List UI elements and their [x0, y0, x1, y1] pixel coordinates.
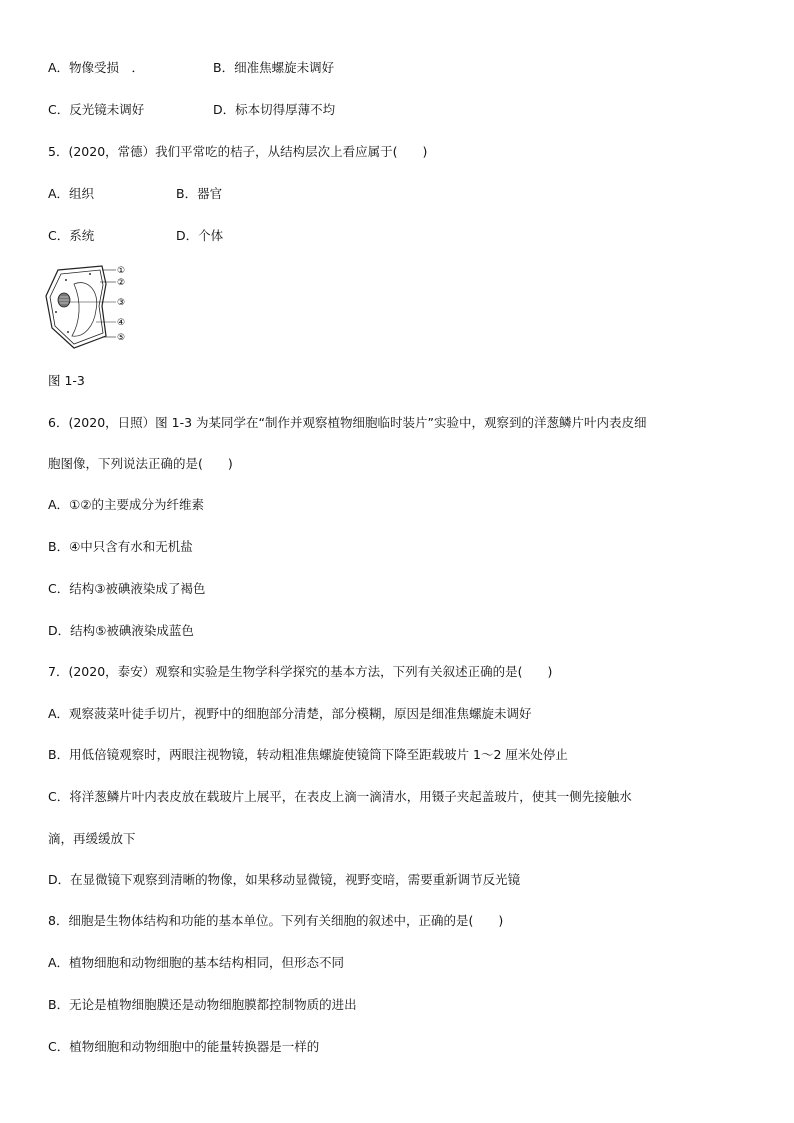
q7-stem: 7．(2020，泰安）观察和实验是生物学科学探究的基本方法，下列有关叙述正确的是( )	[48, 664, 553, 679]
q4-option-c: C．反光镜未调好	[48, 102, 145, 117]
q7-option-c-line1: C．将洋葱鳞片叶内表皮放在载玻片上展平，在表皮上滴一滴清水，用镊子夹起盖玻片，使其一侧先接触水	[48, 789, 632, 804]
q5-option-a: A．组织	[48, 186, 95, 201]
label-4: ④	[117, 318, 126, 328]
q5-stem: 5．(2020，常德）我们平常吃的桔子，从结构层次上看应属于( )	[48, 144, 428, 159]
plant-cell-diagram	[44, 262, 140, 352]
q7-option-c-line2: 滴，再缓缓放下	[48, 831, 136, 846]
q6-option-c: C．结构③被碘液染成了褐色	[48, 581, 206, 596]
q5-option-b: B．器官	[176, 186, 223, 201]
q7-option-b: B．用低倍镜观察时，两眼注视物镜，转动粗准焦螺旋使镜筒下降至距载玻片 1～2 厘米处停止	[48, 747, 568, 762]
q4-option-d: D．标本切得厚薄不均	[213, 102, 336, 117]
q6-stem-line2: 胞图像，下列说法正确的是( )	[48, 456, 233, 471]
q7-option-d: D．在显微镜下观察到清晰的物像，如果移动显微镜，视野变暗，需要重新调节反光镜	[48, 872, 521, 887]
figure-caption: 图 1-3	[48, 373, 85, 388]
q8-stem: 8．细胞是生物体结构和功能的基本单位。下列有关细胞的叙述中，正确的是( )	[48, 913, 504, 928]
q8-option-a: A．植物细胞和动物细胞的基本结构相同，但形态不同	[48, 955, 345, 970]
q6-option-a: A．①②的主要成分为纤维素	[48, 497, 204, 512]
q6-stem-line1: 6．(2020，日照）图 1-3 为某同学在“制作并观察植物细胞临时装片”实验中，观察到的洋葱鳞片叶内表皮细	[48, 415, 647, 430]
vacuole	[72, 283, 97, 337]
q4-option-a: A．物像受损 ．	[48, 60, 145, 75]
label-1: ①	[117, 266, 126, 276]
q5-option-c: C．系统	[48, 228, 95, 243]
q5-option-d: D．个体	[176, 228, 224, 243]
q7-option-a: A．观察菠菜叶徒手切片，视野中的细胞部分清楚，部分模糊，原因是细准焦螺旋未调好	[48, 706, 532, 721]
q6-option-d: D．结构⑤被碘液染成蓝色	[48, 623, 194, 638]
q4-option-b: B．细准焦螺旋未调好	[213, 60, 335, 75]
label-3: ③	[117, 298, 126, 308]
q8-option-b: B．无论是植物细胞膜还是动物细胞膜都控制物质的进出	[48, 997, 357, 1012]
label-5: ⑤	[117, 333, 126, 343]
q8-option-c: C．植物细胞和动物细胞中的能量转换器是一样的	[48, 1039, 320, 1054]
q6-option-b: B．④中只含有水和无机盐	[48, 539, 193, 554]
label-2: ②	[117, 278, 126, 288]
